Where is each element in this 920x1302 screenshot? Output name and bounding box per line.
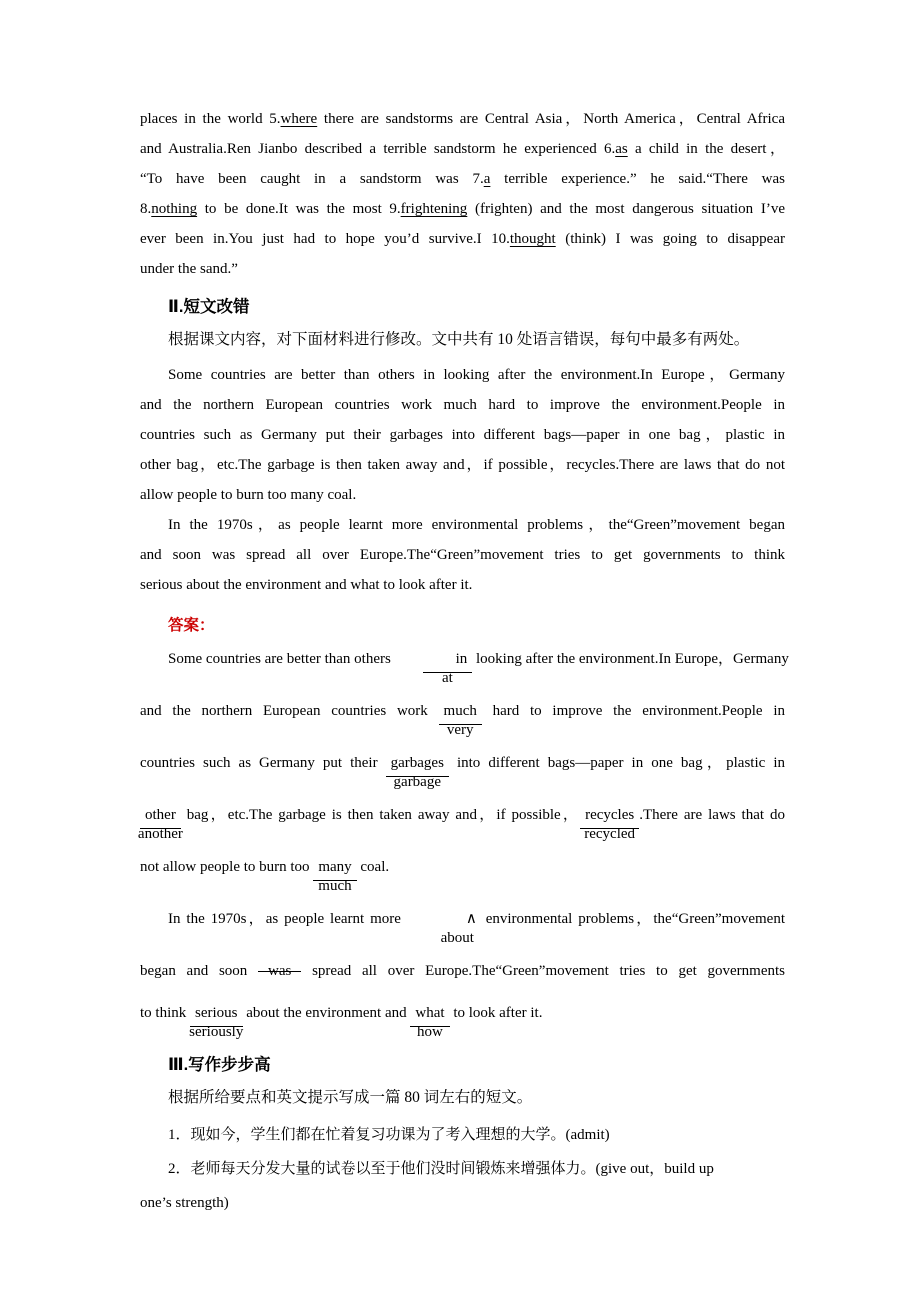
text-segment: to think [140,1005,191,1021]
text-segment: and the northern European countries work much hard to improve the environment.People in [140,397,785,413]
text-line [140,1118,785,1152]
text-line [140,570,785,600]
text-segment: bag，etc.The garbage is then taken away and，if possible， [180,807,581,823]
text-segment: Some countries are better than others in looking after the environment.In Europe，Germany [168,367,785,383]
error-word: recycles [580,802,639,829]
text-segment: places in the world 5. [140,111,281,127]
text-segment: one’s strength) [140,1195,229,1211]
text-segment: 8. [140,201,152,217]
text-line [140,420,785,450]
text-segment: and soon was spread all over Europe.The“Green”movement tries to get governments to think [140,547,785,563]
text-line [140,750,785,802]
correction-word: how [417,1024,443,1040]
text-line [140,164,785,194]
deleted-word: was [258,958,301,984]
text-segment: 2．老师每天分发大量的试卷以至于他们没时间锻炼来增强体力。(give out，build up [168,1161,714,1177]
correction [410,1000,449,1040]
error-word: many [313,854,356,881]
text-line [140,224,785,254]
correction [580,802,639,842]
text-line [140,510,785,540]
section2-instruction: 根据课文内容，对下面材料进行修改。文中共有 10 处语言错误，每句中最多有两处。 [168,331,750,348]
correction-word: garbage [393,774,441,790]
text-segment: not allow people to burn too [140,859,314,875]
page-content [137,104,789,1220]
text-line [140,854,785,906]
error-word: much [439,698,482,725]
text-segment: .There are laws that do [639,807,785,823]
text-line [140,360,785,390]
text-segment: countries such as Germany put their garbages into different bags—paper in one bag，plastic in [140,427,785,443]
text-segment: other bag，etc.The garbage is then taken away and，if possible，recycles.There are laws that do not [140,457,785,473]
correction-word: at [442,670,453,686]
text-line [140,1000,785,1042]
blank-answer: where [280,111,318,127]
text-segment: serious about the environment and what to look after it. [140,577,473,593]
text-segment: “To have been caught in a sandstorm was 7. [140,171,484,187]
blank-answer: as [615,141,628,157]
text-line [140,390,785,420]
correction-word: another [137,826,183,842]
text-line [140,480,785,510]
text-segment: Some countries are better than others [168,651,395,667]
corrected-passage [137,646,789,1042]
text-line [140,450,785,480]
blank-answer: nothing [151,201,198,217]
error-passage-paragraph2 [140,510,785,600]
text-line [140,194,785,224]
correction [313,854,356,894]
section3-heading: Ⅲ.写作步步高 [168,1056,271,1074]
text-segment: there are sandstorms are Central Asia，North America，Central Africa [317,111,786,127]
text-segment: into different bags—paper in one bag，plastic in [448,755,785,771]
correction-word: seriously [189,1024,244,1040]
text-segment: (frighten) and the most dangerous situation I’ve [467,201,785,217]
text-segment: (think) I was going to disappear [555,231,785,247]
text-segment: allow people to burn too many coal. [140,487,357,503]
text-segment: coal. [356,859,390,875]
text-segment: 1．现如今，学生们都在忙着复习功课为了考入理想的大学。(admit) [168,1127,610,1143]
insertion-caret: ∧ [465,911,477,927]
section3-instruction: 根据所给要点和英文提示写成一篇 80 词左右的短文。 [168,1089,533,1106]
text-line [140,254,785,284]
text-line [140,698,785,750]
error-word: serious [190,1000,243,1027]
answer-label: 答案： [168,617,215,634]
error-word: in [423,646,473,673]
text-line [140,134,785,164]
correction [407,906,480,946]
writing-points [140,1118,785,1220]
text-segment: countries such as Germany put their [140,755,386,771]
error-word: garbages [386,750,449,777]
correction-word: much [318,878,352,894]
blank-answer: frightening [400,201,468,217]
correction-word: recycled [584,826,636,842]
text-line [140,1152,785,1186]
text-segment: about the environment and [242,1005,411,1021]
text-segment: In the 1970s，as people learnt more environmental problems，the“Green”movement began [168,517,785,533]
section2-heading: Ⅱ.短文改错 [168,298,250,316]
correction [189,1000,244,1040]
text-segment: looking after the environment.In Europe，Germany [472,651,789,667]
text-segment: to be done.It was the most 9. [197,201,401,217]
text-line [140,906,785,958]
text-line [140,958,785,1000]
text-line [140,646,789,698]
text-segment: began and soon [140,963,259,979]
text-segment: spread all over Europe.The“Green”movement tries to get governments [301,963,786,979]
text-segment: ever been in.You just had to hope you’d survive.I 10. [140,231,510,247]
text-segment: terrible experience.” he said.“There was [490,171,785,187]
correction [386,750,449,790]
correction-word: about [440,930,474,946]
text-segment: to look after it. [449,1005,543,1021]
text-segment: a child in the desert， [627,141,785,157]
text-segment: environmental problems，the“Green”movement [479,911,785,927]
blank-answer: thought [509,231,556,247]
text-line [140,1186,785,1220]
text-segment: and Australia.Ren Jianbo described a terrible sandstorm he experienced 6. [140,141,616,157]
blank-answer: a [483,171,491,187]
correction-word: very [446,722,474,738]
error-word: what [410,1000,449,1027]
error-word: other [140,802,181,829]
text-segment: In the 1970s，as people learnt more [168,911,407,927]
correction [439,698,482,738]
text-segment: and the northern European countries work [140,703,439,719]
cloze-passage [140,104,785,284]
correction [137,802,183,842]
text-segment: under the sand.” [140,261,238,277]
text-line [140,540,785,570]
text-segment: hard to improve the environment.People in [481,703,785,719]
correction [395,646,473,686]
text-line [140,104,785,134]
error-passage-paragraph1 [140,360,785,510]
text-line [137,802,785,854]
